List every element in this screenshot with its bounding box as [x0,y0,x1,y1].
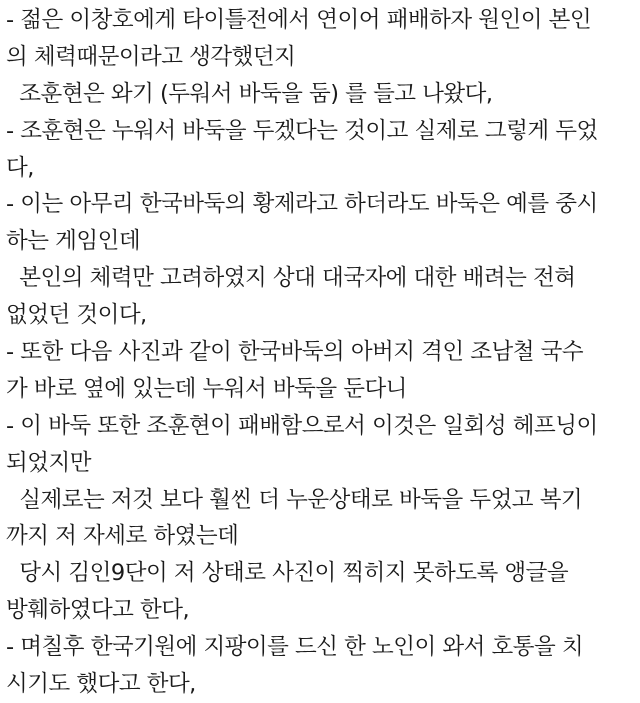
text-line: - 며칠후 한국기원에 지팡이를 드신 한 노인이 와서 호통을 치 [6,634,584,661]
text-line: - 이는 아무리 한국바둑의 황제라고 하더라도 바둑은 예를 중시 [6,191,598,218]
text-line: 실제로는 저것 보다 훨씬 더 누운상태로 바둑을 두었고 복기 [6,486,583,513]
text-line: 당시 김인9단이 저 상태로 사진이 찍히지 못하도록 앵글을 [6,560,569,587]
text-line: 다, [6,154,34,181]
text-line: 없었던 것이다, [6,302,147,329]
text-line: 본인의 체력만 고려하였지 상대 대국자에 대한 배려는 전혀 [6,265,576,292]
text-line: - 이 바둑 또한 조훈현이 패배함으로서 이것은 일회성 헤프닝이 [6,412,598,439]
text-line: 하는 게임인데 [6,228,141,255]
text-line: 의 체력때문이라고 생각했던지 [6,43,296,70]
text-line: - 조훈현은 누워서 바둑을 두겠다는 것이고 실제로 그렇게 두었 [6,117,598,144]
text-line: 방훼하였다고 한다, [6,597,190,624]
text-line: 시기도 했다고 한다, [6,671,196,698]
text-line: 되었지만 [6,449,91,476]
text-line: - 또한 다음 사진과 같이 한국바둑의 아버지 격인 조남철 국수 [6,339,584,366]
text-line: 까지 저 자세로 하였는데 [6,523,239,550]
text-line: - 젊은 이창호에게 타이틀전에서 연이어 패배하자 원인이 본인 [6,7,592,33]
text-line: 가 바로 옆에 있는데 누워서 바둑을 둔다니 [6,375,407,402]
text-line: 조훈현은 와기 (두워서 바둑을 둠) 를 들고 나왔다, [6,80,493,107]
